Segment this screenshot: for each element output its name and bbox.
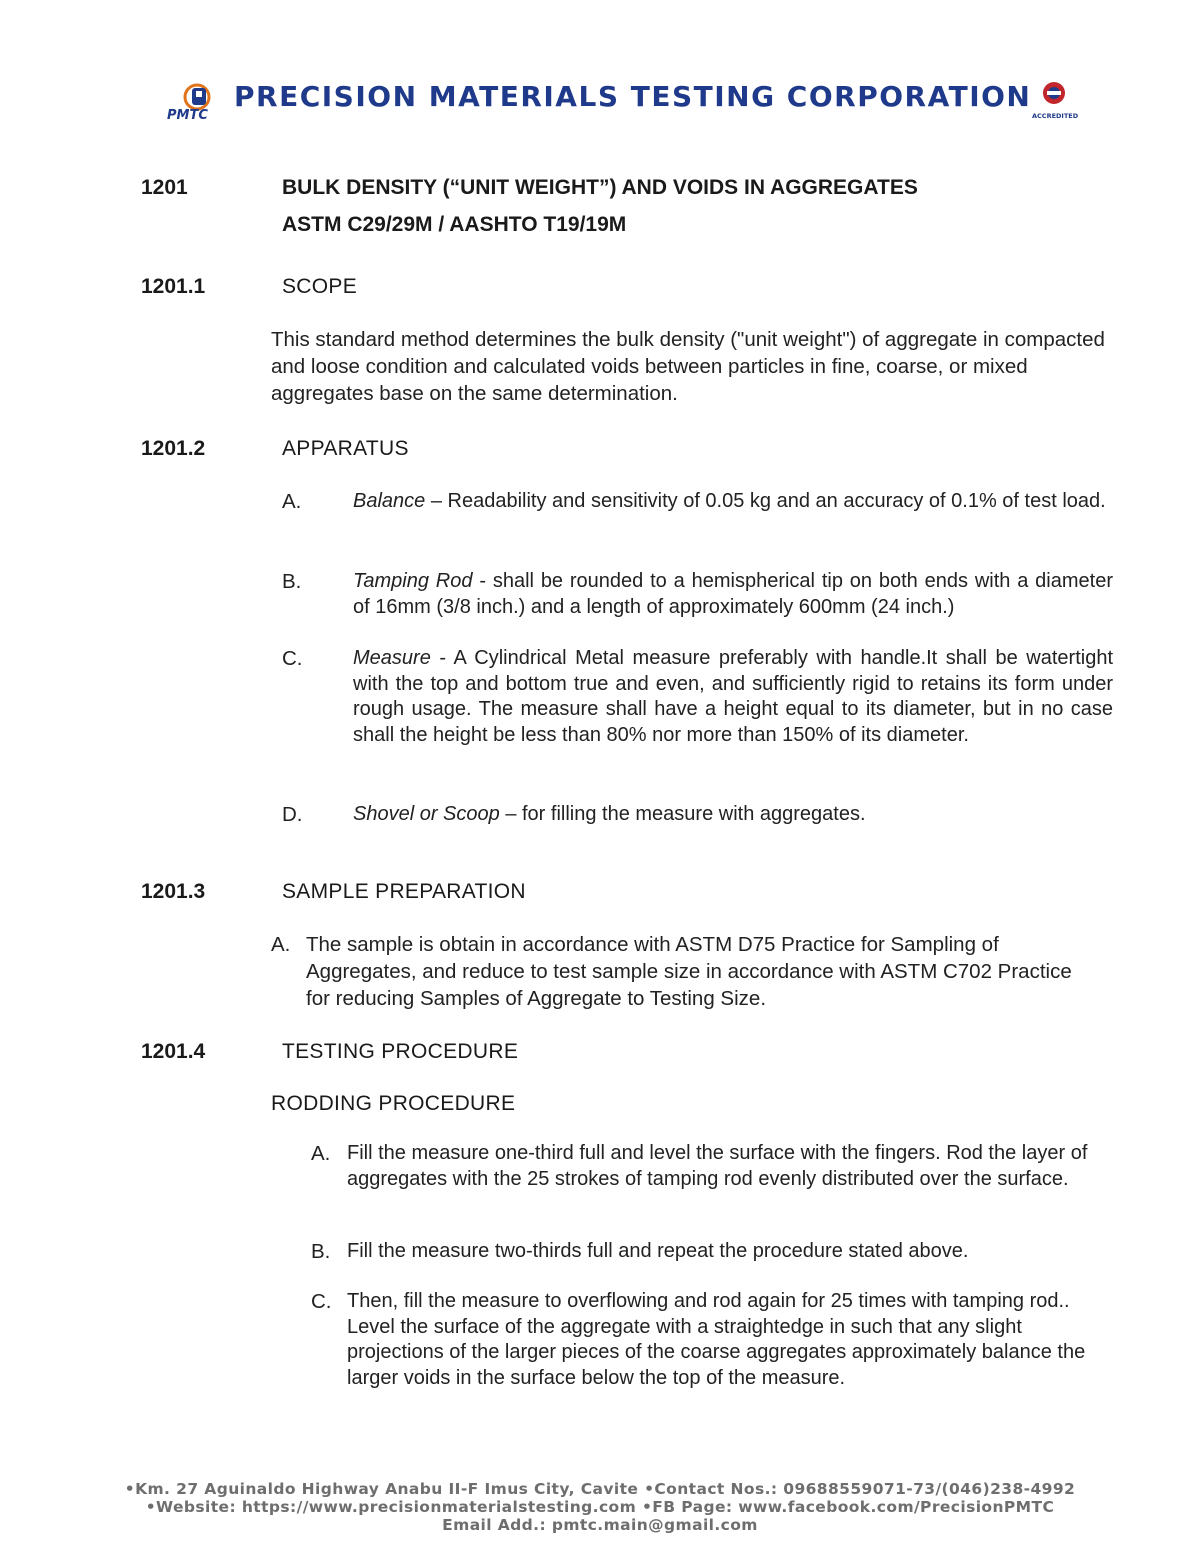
list-item [353,802,1113,828]
list-item [353,646,1113,748]
scope-paragraph: This standard method determines the bulk density ("unit weight") of aggregate in compacted and loose condition and calculated voids between particles in fine, coarse, or mixed aggregates base on the same determination. [271,328,1105,405]
list-letter: D. [282,803,303,826]
item-term: Tamping Rod [353,570,473,592]
section-heading: APPARATUS [282,437,409,460]
section-heading: SCOPE [282,275,358,298]
standard-reference: ASTM C29/29M / AASHTO T19/19M [282,213,627,236]
item-term: Shovel or Scoop [353,803,500,825]
section-number: 1201.3 [141,880,206,903]
item-text: – for filling the measure with aggregates. [499,803,866,825]
list-letter: B. [282,570,302,593]
item-term: Measure [353,647,431,669]
section-number: 1201.2 [141,437,206,460]
list-letter: A. [311,1142,331,1165]
list-item: The sample is obtain in accordance with ASTM D75 Practice for Sampling of Aggregates, and reduce to test sample size in accordance with ASTM C702 Practice for reducing Samples of Aggregate to Testing Size. [306,933,1072,1010]
footer-website: •Website: https://www.precisionmaterialstesting.com •FB Page: www.facebook.com/PrecisionPMTC [145,1498,1055,1516]
document-title: BULK DENSITY (“UNIT WEIGHT”) AND VOIDS IN AGGREGATES [282,176,918,199]
subheading: RODDING PROCEDURE [271,1092,516,1115]
list-item [353,489,1113,515]
accreditation-text: ACCREDITED [1032,112,1079,120]
list-letter: A. [271,933,291,956]
list-item [353,569,1113,620]
section-number: 1201 [141,176,188,199]
footer-email: Email Add.: pmtc.main@gmail.com [442,1516,758,1534]
accreditation-seal [1032,80,1082,124]
logo-text: PMTC [167,108,208,122]
section-number: 1201.4 [141,1040,206,1063]
footer-address: •Km. 27 Aguinaldo Highway Anabu II-F Imus City, Cavite •Contact Nos.: 09688559071-73/(046)238-4992 [124,1480,1076,1498]
company-name: PRECISION MATERIALS TESTING CORPORATION [234,80,1032,113]
item-text: - A Cylindrical Metal measure preferably with handle.It shall be watertight with the top and bottom true and even, and sufficiently rigid to retains its form under rough usage. The measure shall have a height equal to its diameter, but in no case shall the height be less than 80% nor more than 150% of its diameter. [353,647,1113,746]
company-logo [165,82,235,122]
list-letter: A. [282,490,302,513]
list-item: Fill the measure two-thirds full and repeat the procedure stated above. [347,1240,969,1262]
list-letter: C. [282,647,303,670]
item-text: - shall be rounded to a hemispherical tip on both ends with a diameter of 16mm (3/8 inch.) and a length of approximately 600mm (24 inch.) [353,570,1113,618]
list-item: Then, fill the measure to overflowing and rod again for 25 times with tamping rod.. Level the surface of the aggregate with a straightedge in such that any slight projections of the larger pieces of the coarse aggregates approximately balance the larger voids in the surface below the top of the measure. [347,1290,1086,1389]
item-term: Balance [353,490,426,512]
list-letter: B. [311,1240,331,1263]
section-number: 1201.1 [141,275,206,298]
list-item: Fill the measure one-third full and level the surface with the fingers. Rod the layer of aggregates with the 25 strokes of tamping rod evenly distributed over the surface. [347,1142,1088,1190]
section-heading: TESTING PROCEDURE [282,1040,519,1063]
list-letter: C. [311,1290,332,1313]
section-heading: SAMPLE PREPARATION [282,880,526,903]
item-text: – Readability and sensitivity of 0.05 kg and an accuracy of 0.1% of test load. [425,490,1106,512]
